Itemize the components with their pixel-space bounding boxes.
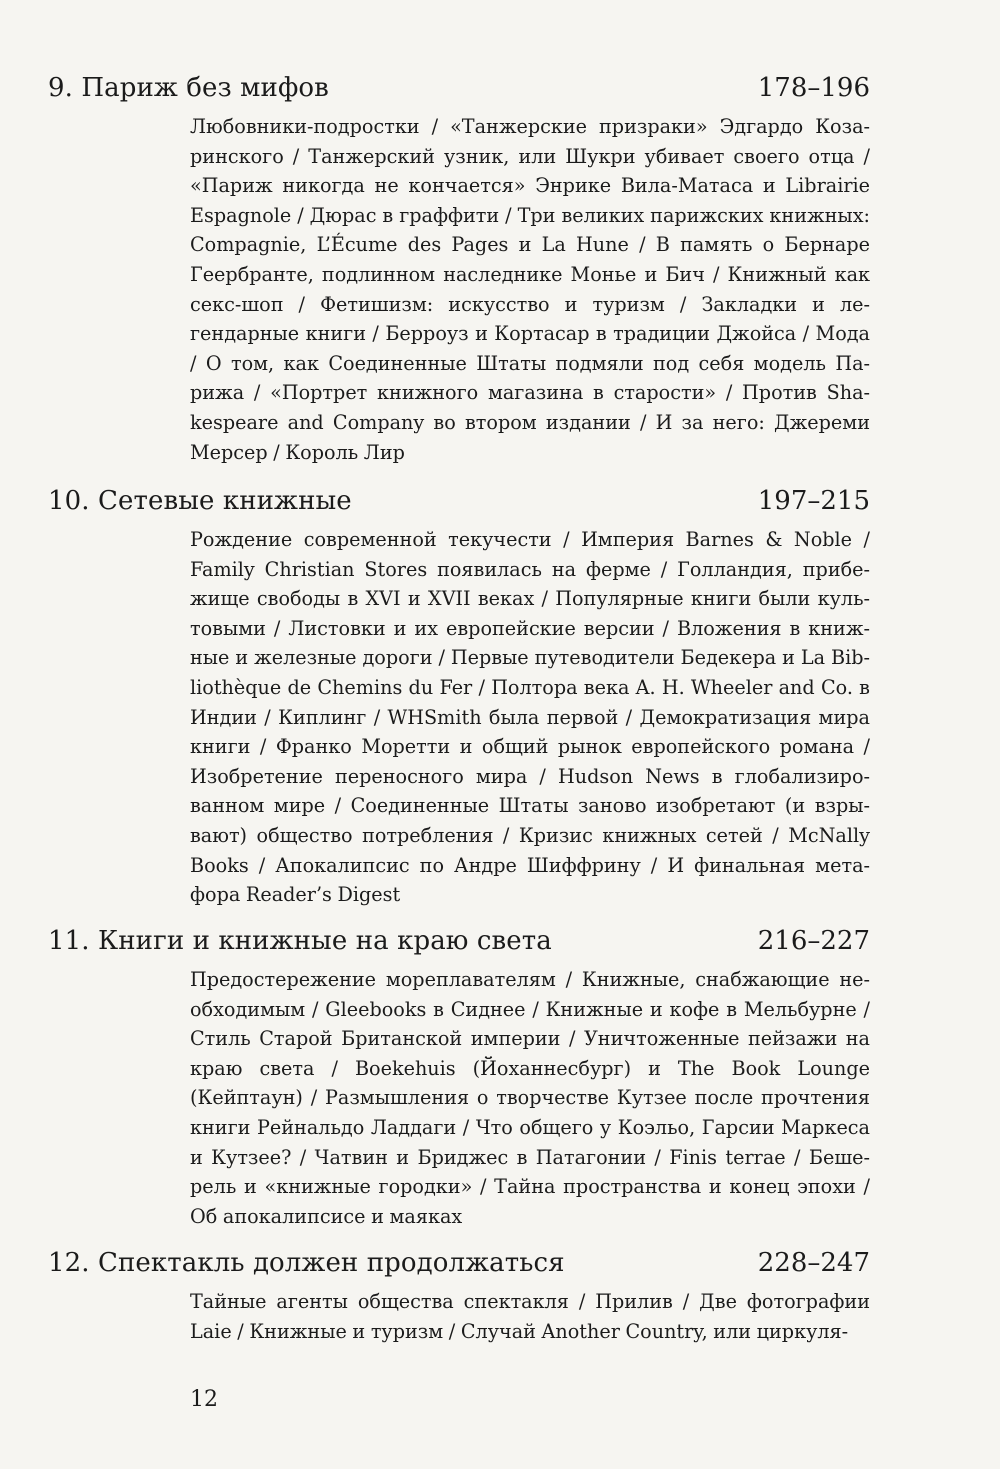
toc-entry-header bbox=[48, 1243, 870, 1283]
chapter-page-range: 216–227 bbox=[757, 926, 870, 956]
chapter-page-range: 178–196 bbox=[757, 73, 870, 103]
chapter-description: Рождение современной текучести / Империя Barnes & Noble / Family Christian Stores появилась на ферме / Голландия, прибежище свободы в XVI и XVII веках / Популярные книги были культовыми / Листовки и их европейские версии / Вложения в книжные и железные дороги / Первые путеводители Бедекера и La Bibliothèque de Chemins du Fer / Полтора века A. H. Wheeler and Co. в Индии / Киплинг / WHSmith была первой / Демократизация мира книги / Франко Моретти и общий рынок европейского романа / Изобретение переносного мира / Hudson News в глобализированном мире / Соединенные Штаты заново изобретают (и взрывают) общество потребления / Кризис книжных сетей / McNally Books / Апокалипсис по Андре Шиффрину / И финальная метафора Reader’s Digest bbox=[190, 528, 870, 907]
chapter-title: 12. Спектакль должен продолжаться bbox=[48, 1248, 565, 1278]
page-number: 12 bbox=[190, 1387, 218, 1412]
toc-entry-chapter-9 bbox=[48, 68, 870, 467]
toc-entry-chapter-11 bbox=[48, 921, 870, 1231]
toc-entry-header bbox=[48, 481, 870, 521]
chapter-page-range: 228–247 bbox=[757, 1248, 870, 1278]
chapter-page-range: 197–215 bbox=[757, 486, 870, 516]
chapter-description: Любовники-подростки / «Танжерские призраки» Эдгардо Козаринского / Танжерский узник, или Шукри убивает своего отца / «Париж никогда не кончается» Энрике Вила-Матаса и Librairie Espagnole / Дюрас в граффити / Три великих парижских книжных: Compagnie, L’Écume des Pages и La Hune / В память о Бернаре Геербранте, подлинном наследнике Монье и Бич / Книжный как секс-шоп / Фетишизм: искусство и туризм / Закладки и легендарные книги / Берроуз и Кортасар в традиции Джойса / Мода / О том, как Соединенные Штаты подмяли под себя модель Парижа / «Портрет книжного магазина в старости» / Против Shakespeare and Company во втором издании / И за него: Джереми Мерсер / Король Лир bbox=[190, 115, 870, 464]
chapter-description: Тайные агенты общества спектакля / Прилив / Две фотографии Laie / Книжные и туризм / Случай Another Country, или циркуля- bbox=[190, 1290, 870, 1343]
chapter-title: 10. Сетевые книжные bbox=[48, 486, 352, 516]
toc-entry-chapter-12 bbox=[48, 1243, 870, 1346]
chapter-title: 9. Париж без мифов bbox=[48, 73, 329, 103]
toc-entry-chapter-10 bbox=[48, 481, 870, 910]
chapter-title: 11. Книги и книжные на краю света bbox=[48, 926, 552, 956]
chapter-description: Предостережение мореплавателям / Книжные, снабжающие необходимым / Gleebooks в Сиднее / Книжные и кофе в Мельбурне / Стиль Старой Британской империи / Уничтоженные пейзажи на краю света / Boekehuis (Йоханнесбург) и The Book Lounge (Кейптаун) / Размышления о творчестве Кутзее после прочтения книги Рейнальдо Ладдаги / Что общего у Коэльо, Гарсии Маркеса и Кутзее? / Чатвин и Бриджес в Патагонии / Finis terrae / Бешерель и «книжные городки» / Тайна пространства и конец эпохи / Об апокалипсисе и маяках bbox=[190, 968, 870, 1228]
toc-entry-header bbox=[48, 921, 870, 961]
toc-entry-header bbox=[48, 68, 870, 108]
